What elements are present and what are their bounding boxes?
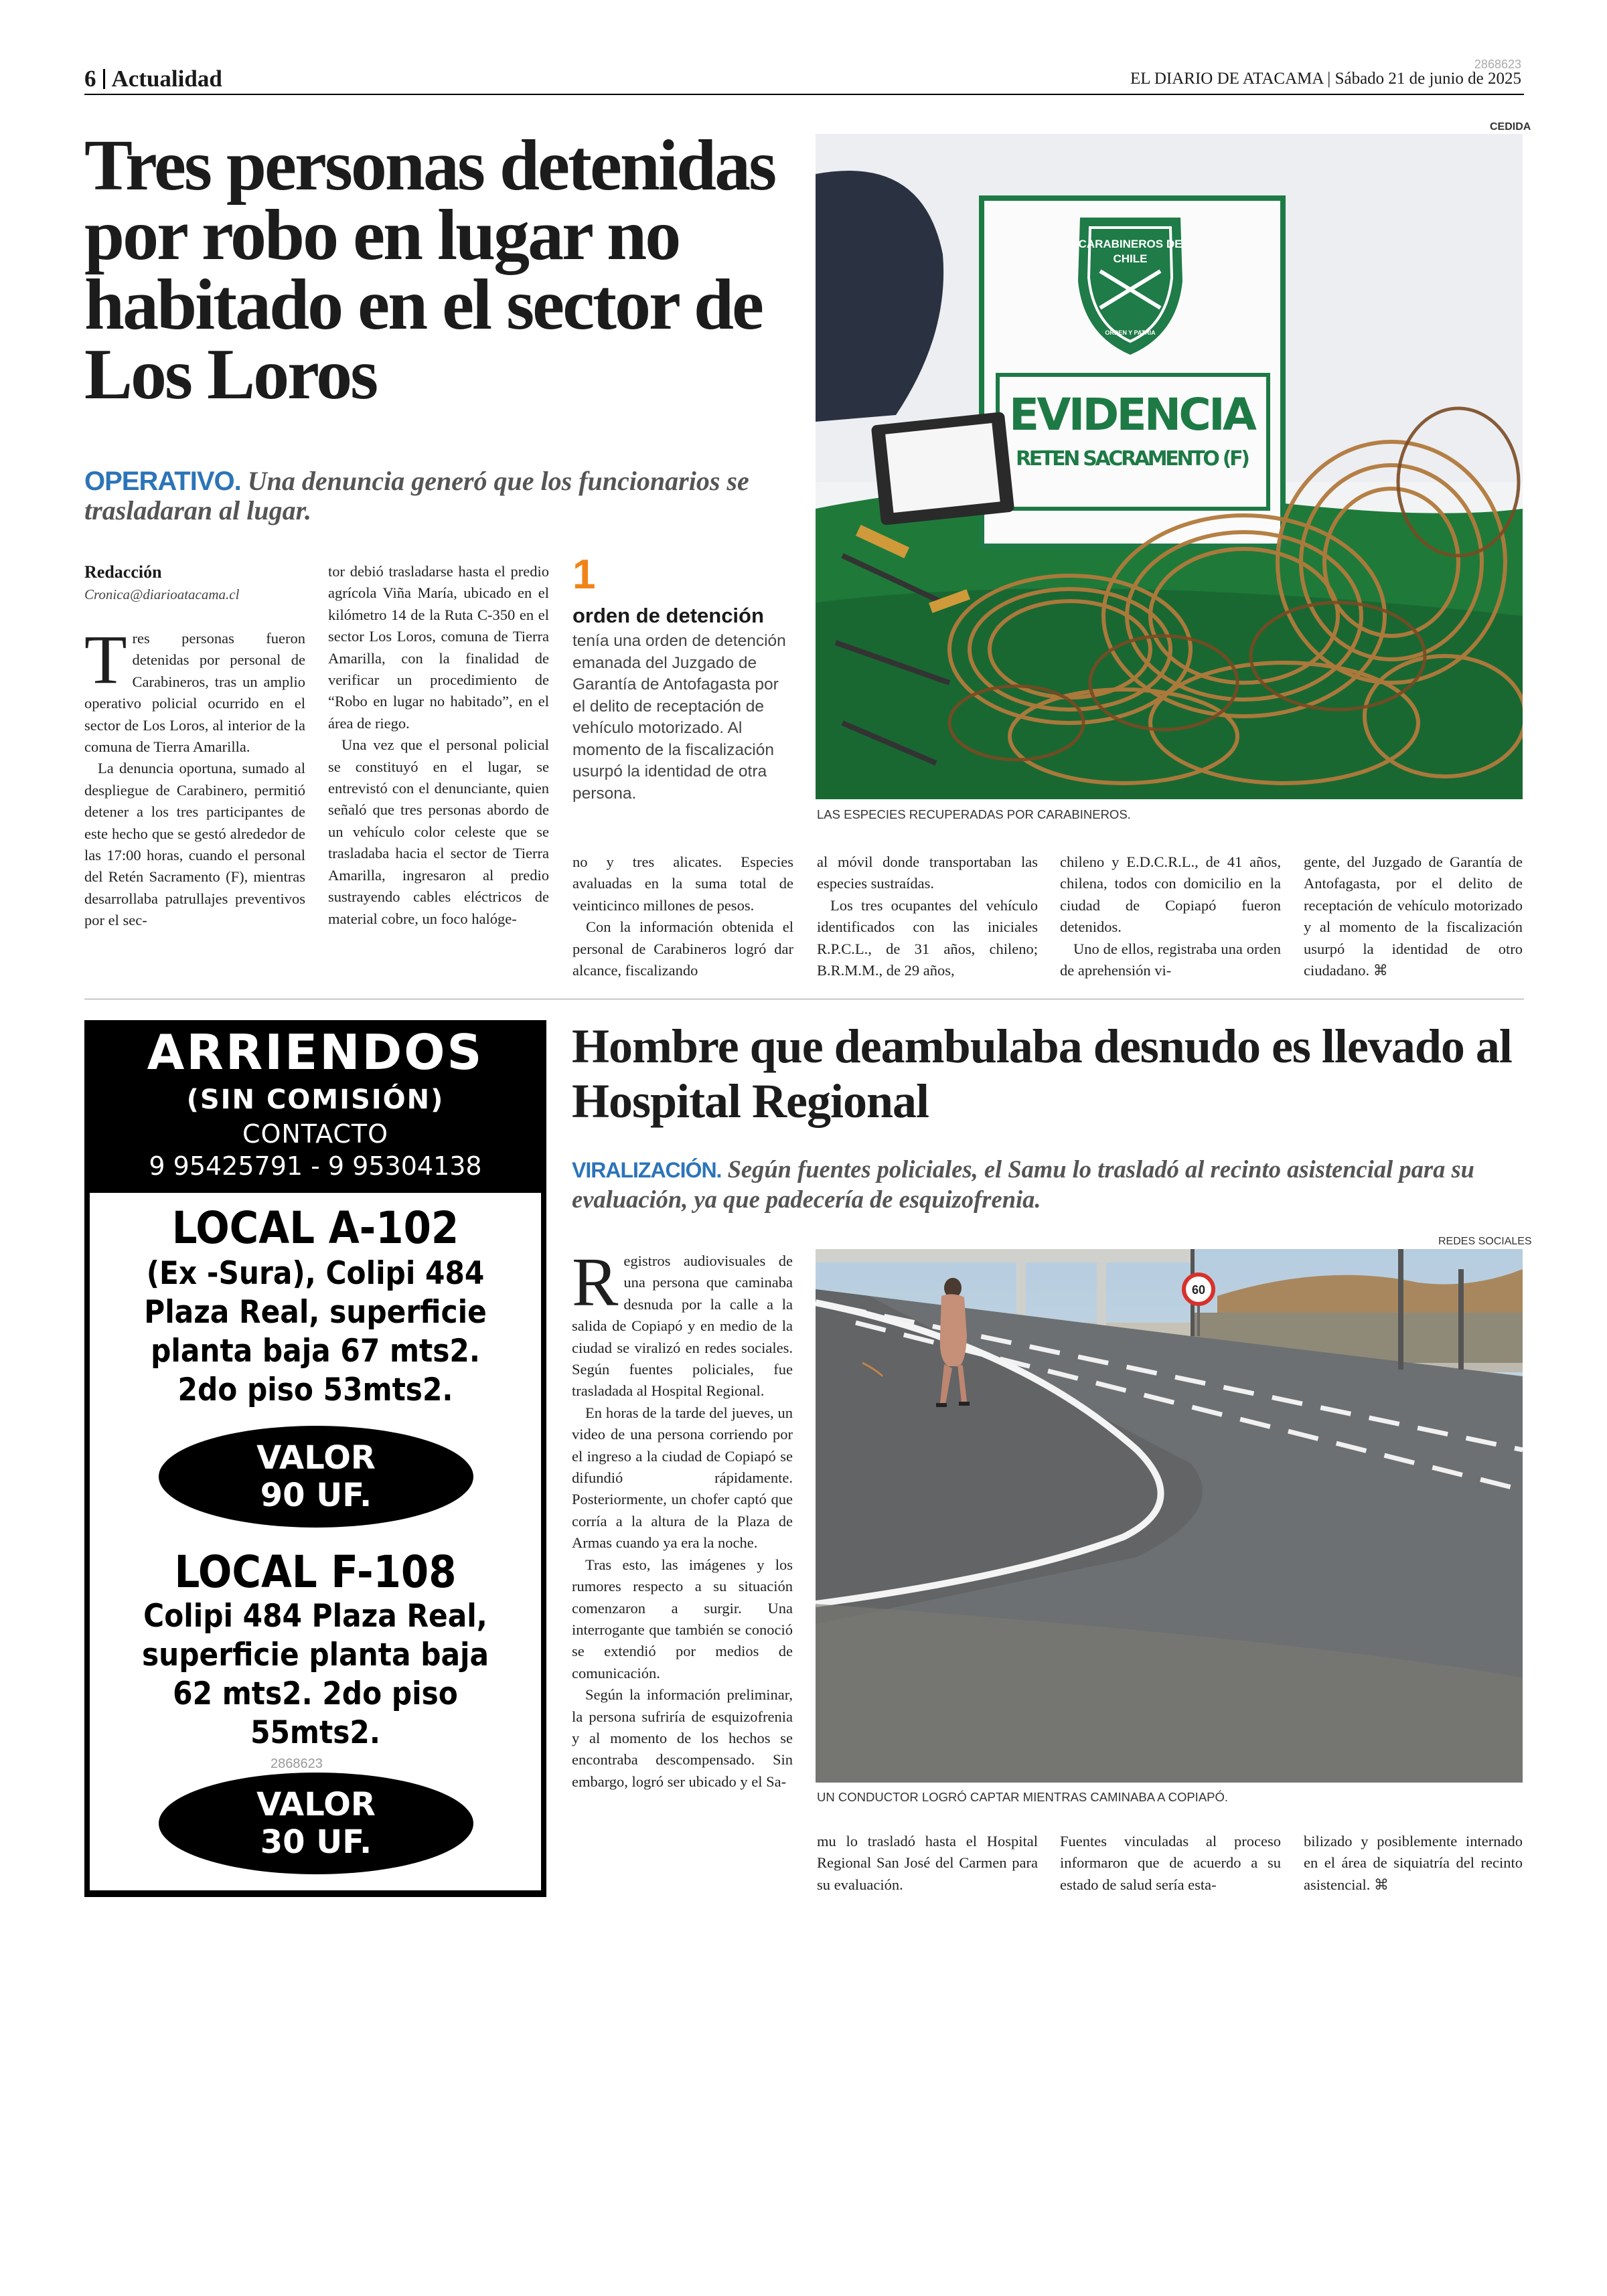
paragraph: mu lo trasladó hasta el Hospital Regional San José del Carmen para su evaluación.: [817, 1833, 1038, 1893]
ad-contact-label: CONTACTO: [242, 1119, 389, 1149]
ad-phones: 9 95425791 - 9 95304138: [149, 1151, 482, 1181]
highlight-text: tenía una orden de detención emanada del Juzgado de Garantía de Antofagasta por el delito de receptación de vehículo motorizado. Al momento de la fiscalización usurpó la identidad de otra persona.: [572, 632, 786, 803]
article2-column-2: [817, 1831, 1038, 1896]
photo2-caption: UN CONDUCTOR LOGRÓ CAPTAR MIENTRAS CAMINABA A COPIAPÓ.: [817, 1790, 1229, 1804]
page-header-left: [84, 66, 222, 92]
paragraph: tor debió trasladarse hasta el predio agrícola Viña María, ubicado en el kilómetro 14 de la Ruta C-350 en el sector Los Loros, comuna de Tierra Amarilla, con la finalidad de verificar un procedimiento de “Robo en lugar no habitado”, en el área de riego.: [328, 563, 549, 732]
article1-column-5: [1060, 851, 1281, 981]
highlight-title: orden de detención: [572, 604, 764, 627]
publication-name: EL DIARIO DE ATACAMA: [1130, 70, 1324, 88]
paragraph: chileno y E.D.C.R.L., de 41 años, chilena, todos con domicilio en la ciudad de Copiapó fueron detenidos.: [1060, 853, 1281, 936]
author-name: Redacción: [84, 562, 162, 582]
svg-text:60: 60: [1191, 1283, 1206, 1297]
author-email: Cronica@diarioatacama.cl: [84, 586, 240, 602]
article1-column-1: [84, 621, 305, 932]
article2-column-4: [1304, 1831, 1523, 1896]
page-header-right: EL DIARIO DE ATACAMA | Sábado 21 de junio de 2025: [1130, 70, 1521, 88]
article1-lead-text: Una denuncia generó que los funcionarios se trasladaran al lugar.: [84, 466, 749, 525]
article1-lead: [84, 467, 754, 525]
page-number: 6: [84, 66, 96, 92]
highlight-number: 1: [572, 552, 596, 598]
svg-text:ORDEN Y PATRIA: ORDEN Y PATRIA: [1105, 329, 1156, 336]
paragraph: Con la información obtenida el personal de Carabineros logró dar alcance, fiscalizando: [572, 918, 793, 979]
local2-price-oval: VALOR 30 UF.: [159, 1773, 473, 1874]
header-divider: [103, 69, 105, 89]
publication-date: Sábado 21 de junio de 2025: [1334, 70, 1521, 88]
paragraph: no y tres alicates. Especies avaluadas en la suma total de veinticinco millones de pesos.: [572, 853, 793, 914]
header-code: 2868623: [1474, 58, 1521, 71]
svg-text:RETEN SACRAMENTO (F): RETEN SACRAMENTO (F): [1016, 447, 1250, 471]
paragraph: La denuncia oportuna, sumado al despliegue de Carabinero, permitió detener a los tres participantes de este hecho que se gestó alrededor de las 17:00 horas, cuando el personal del Retén Sacramento (F), mientras desarrollaba patrullajes preventivos por el sec-: [84, 760, 305, 929]
article2-column-3: [1060, 1831, 1281, 1896]
article1-kicker: OPERATIVO.: [84, 467, 241, 496]
photo2-credit: REDES SOCIALES: [1438, 1236, 1532, 1247]
paragraph: En horas de la tarde del jueves, un video de una persona corriendo por el ingreso a la ciudad de Copiapó se difundió rápidamente. Posteriormente, un chofer captó que corría a la altura de la Plaza de Armas cuando ya era la noche.: [572, 1404, 793, 1552]
local1-name: LOCAL A-102: [171, 1202, 459, 1254]
article2-kicker: VIRALIZACIÓN.: [572, 1158, 722, 1182]
byline: [84, 562, 312, 603]
article1-column-6: [1304, 851, 1523, 981]
ad-code: 2868623: [271, 1756, 323, 1771]
article1-column-4: [817, 851, 1038, 981]
header-rule: [84, 94, 1524, 95]
end-mark-icon: ⌘: [1373, 1876, 1389, 1893]
paragraph: al móvil donde transportaban las especies sustraídas.: [817, 853, 1038, 892]
end-mark-icon: ⌘: [1373, 962, 1388, 979]
article2-headline: Hombre que deambulaba desnudo es llevado al Hospital Regional: [572, 1019, 1512, 1128]
paragraph: bilizado y posiblemente internado en el área de siquiatría del recinto asistencial.: [1304, 1833, 1523, 1893]
paragraph: Una vez que el personal policial se constituyó en el lugar, se entrevistó con el denunciante, quien señaló que tres personas abordo de un vehículo color celeste que se trasladaba hacia el sector de Tierra Amarilla, ingresaron al predio sustrayendo cables eléctricos de material cobre, un foco halóge-: [328, 736, 549, 927]
paragraph: Fuentes vinculadas al proceso informaron que de acuerdo a su estado de salud sería esta-: [1060, 1833, 1281, 1893]
photo1-credit: CEDIDA: [1490, 121, 1531, 133]
ad-subtitle: (SIN COMISIÓN): [186, 1084, 445, 1115]
paragraph: Los tres ocupantes del vehículo identificados con las iniciales R.P.C.L., de 31 años, chileno; B.R.M.M., de 29 años,: [817, 896, 1038, 979]
paragraph: Uno de ellos, registraba una orden de aprehensión vi-: [1060, 940, 1281, 979]
section-name: Actualidad: [111, 66, 222, 92]
evidence-photo: [816, 134, 1523, 799]
svg-text:CARABINEROS DE: CARABINEROS DE: [1078, 238, 1182, 250]
svg-text:CHILE: CHILE: [1113, 252, 1148, 265]
local1-description: (Ex -Sura), Colipi 484 Plaza Real, superficie planta baja 67 mts2. 2do piso 53mts2.: [144, 1255, 487, 1408]
paragraph: res personas fueron detenidas por personal de Carabineros, tras un amplio operativo policial ocurrido en el sector de Los Loros, al interior de la comuna de Tierra Amarilla.: [84, 630, 305, 756]
paragraph: egistros audiovisuales de una persona que caminaba desnuda por la calle a la salida de Copiapó y en medio de la ciudad se viralizó en redes sociales. Según fuentes policiales, fue trasladada al Hospital Regional.: [572, 1252, 793, 1400]
ad-title: ARRIENDOS: [147, 1024, 484, 1080]
article2-lead-text: Según fuentes policiales, el Samu lo trasladó al recinto asistencial para su evaluación, ya que padecería de esquizofrenia.: [572, 1155, 1474, 1213]
article2-lead: [572, 1155, 1523, 1214]
local2-description: Colipi 484 Plaza Real, superficie planta baja 62 mts2. 2do piso 55mts2.: [141, 1598, 489, 1751]
local2-name: LOCAL F-108: [174, 1546, 457, 1598]
paragraph: gente, del Juzgado de Garantía de Antofagasta, por el delito de receptación de vehículo motorizado y al momento de la fiscalización usurpó la identidad de otro ciudadano.: [1304, 853, 1523, 979]
paragraph: Tras esto, las imágenes y los rumores respecto a su situación comenzaron a surgir. Una interrogante que también se conoció se extendió por medios de comunicación.: [572, 1556, 793, 1682]
street-photo: [816, 1249, 1523, 1783]
article2-column-1: [572, 1244, 793, 1793]
svg-text:EVIDENCIA: EVIDENCIA: [1009, 389, 1257, 440]
paragraph: Según la información preliminar, la persona sufriría de esquizofrenia y al momento de los hechos se encontraba descompensado. Sin embargo, logró ser ubicado y el Sa-: [572, 1686, 793, 1790]
evidence-sign: [982, 198, 1283, 546]
article2-dropcap: R: [572, 1244, 619, 1321]
article1-headline: Tres personas detenidas por robo en lugar no habitado en el sector de Los Loros: [84, 126, 775, 414]
rental-ad: [84, 1020, 546, 1897]
article1-column-2: [328, 561, 549, 930]
article1-column-3: [572, 851, 793, 981]
photo1-caption: LAS ESPECIES RECUPERADAS POR CARABINEROS.: [817, 807, 1131, 821]
article1-dropcap: T: [84, 621, 127, 698]
ad-body: [90, 1193, 541, 1890]
local1-price-oval: VALOR 90 UF.: [159, 1426, 473, 1528]
